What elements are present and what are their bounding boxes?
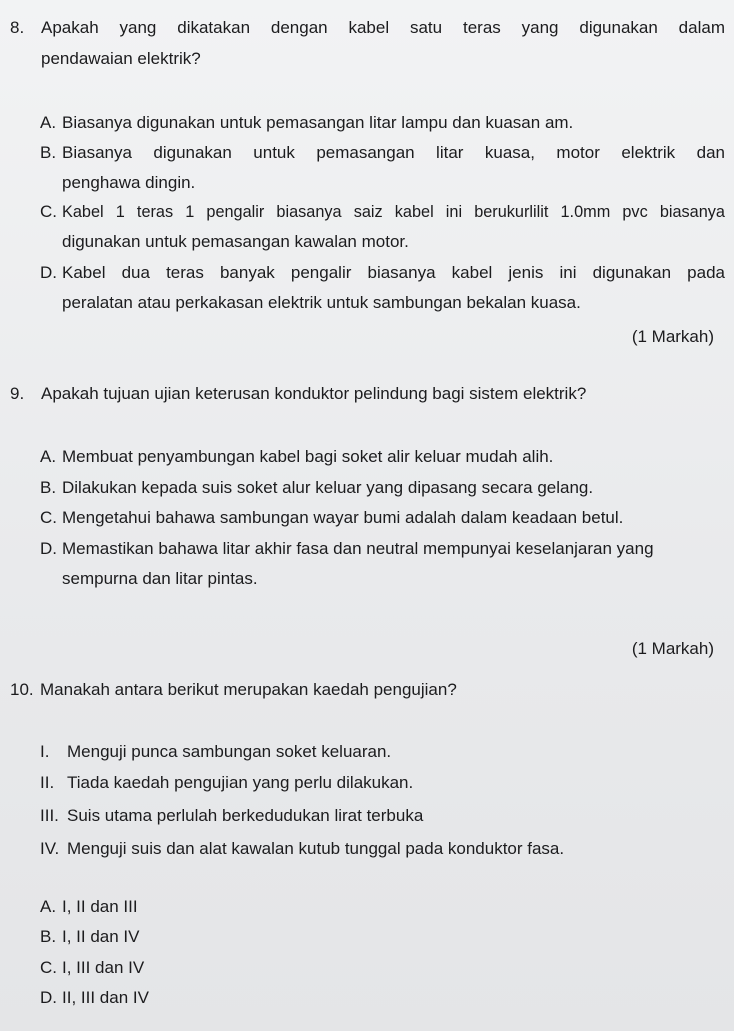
q10-option-d-text: II, III dan IV [62,988,149,1007]
q10-number: 10. [10,680,34,699]
q8-option-b-text-line2: penghawa dingin. [62,173,196,192]
q10-option-d-letter: D. [40,988,57,1007]
q10-statement-ii-text: Tiada kaedah pengujian yang perlu dilakukan. [67,773,414,792]
q8-text-line2: pendawaian elektrik? [41,49,201,68]
q8-option-d-text-line2: peralatan atau perkakasan elektrik untuk sambungan bekalan kuasa. [62,293,581,312]
q10-option-c-text: I, III dan IV [62,958,145,977]
q9-number: 9. [10,384,25,403]
q10-text: Manakah antara berikut merupakan kaedah pengujian? [40,680,457,699]
q9-text: Apakah tujuan ujian keterusan konduktor pelindung bagi sistem elektrik? [41,384,587,403]
q10-statement-i-numeral: I. [40,742,50,761]
q8-option-c-text-line2: digunakan untuk pemasangan kawalan motor. [62,232,409,251]
q8-option-c-text-line1: Kabel 1 teras 1 pengalir biasanya saiz kabel ini berukurlilit 1.0mm pvc biasanya [62,203,725,221]
q10-option-b-text: I, II dan IV [62,927,140,946]
q10-statement-iii-text: Suis utama perlulah berkedudukan lirat terbuka [67,806,424,825]
q10-option-a-letter: A. [40,897,57,916]
q8-option-d-text-line1: Kabel dua teras banyak pengalir biasanya kabel jenis ini digunakan pada [62,263,725,282]
q10-option-b-letter: B. [40,927,57,946]
q8-marks: (1 Markah) [631,327,714,346]
q8-option-c-letter: C. [40,202,57,221]
q9-option-d-letter: D. [40,539,57,558]
q9-option-a-letter: A. [40,447,57,466]
q8-option-b-text-line1: Biasanya digunakan untuk pemasangan litar kuasa, motor elektrik dan [62,143,725,162]
q9-option-d-text-line2: sempurna dan litar pintas. [62,569,258,588]
q8-option-a-text: Biasanya digunakan untuk pemasangan litar lampu dan kuasan am. [62,113,574,132]
q8-option-b-letter: B. [40,143,57,162]
q8-option-a-letter: A. [40,113,57,132]
q10-statement-iv-numeral: IV. [40,839,60,858]
q8-text-line1: Apakah yang dikatakan dengan kabel satu teras yang digunakan dalam [41,18,725,37]
q9-marks: (1 Markah) [631,639,714,658]
q10-statement-i-text: Menguji punca sambungan soket keluaran. [67,742,392,761]
q10-option-c-letter: C. [40,958,57,977]
q9-option-b-letter: B. [40,478,57,497]
q9-option-c-text: Mengetahui bahawa sambungan wayar bumi adalah dalam keadaan betul. [62,508,624,527]
q10-statement-ii-numeral: II. [40,773,55,792]
q9-option-d-text-line1: Memastikan bahawa litar akhir fasa dan neutral mempunyai keselanjaran yang [62,539,654,558]
q10-option-a-text: I, II dan III [62,897,138,916]
q9-option-b-text: Dilakukan kepada suis soket alur keluar yang dipasang secara gelang. [62,478,594,497]
q8-number: 8. [10,18,25,37]
q10-statement-iv-text: Menguji suis dan alat kawalan kutub tunggal pada konduktor fasa. [67,839,565,858]
q9-option-c-letter: C. [40,508,57,527]
q9-option-a-text: Membuat penyambungan kabel bagi soket alir keluar mudah alih. [62,447,554,466]
q8-option-d-letter: D. [40,263,57,282]
q10-statement-iii-numeral: III. [40,806,59,825]
